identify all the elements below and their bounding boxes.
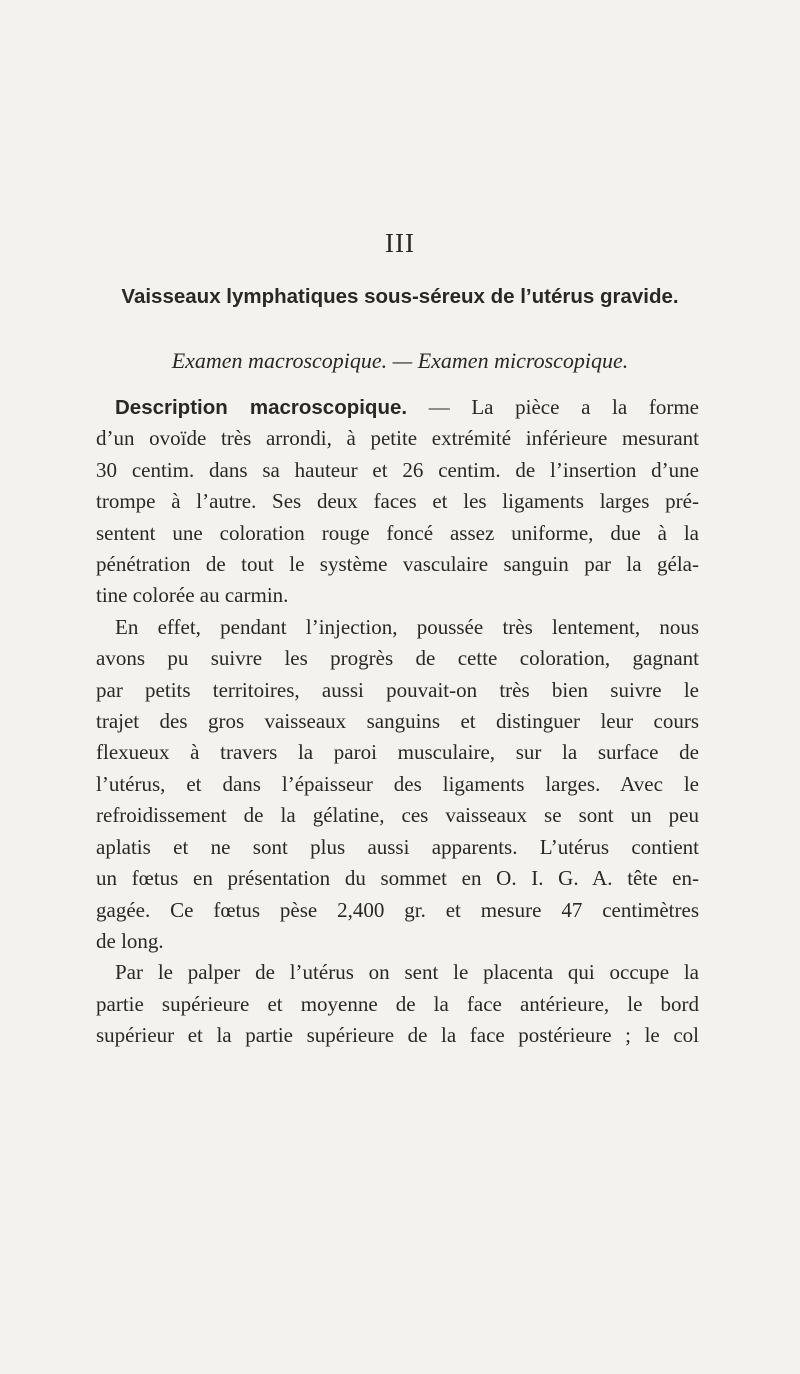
- text-line: aplatis et ne sont plus aussi apparents. L’utérus contient: [96, 834, 699, 859]
- text-line: gagée. Ce fœtus pèse 2,400 gr. et mesure 47 centimètres: [96, 897, 699, 922]
- text-line: flexueux à travers la paroi musculaire, sur la surface de: [96, 740, 699, 765]
- text-line: l’utérus, et dans l’épaisseur des ligaments larges. Avec le: [96, 771, 699, 796]
- text-line: sentent une coloration rouge foncé assez uniforme, due à la: [96, 520, 699, 545]
- text-line: pénétration de tout le système vasculaire sanguin par la géla-: [96, 552, 699, 577]
- text-line: supérieur et la partie supérieure de la face postérieure ; le col: [96, 1023, 699, 1048]
- text-line: tine colorée au carmin.: [96, 583, 289, 608]
- text-line: 30 centim. dans sa hauteur et 26 centim. de l’insertion d’une: [96, 457, 699, 482]
- section-heading: Description macroscopique.: [115, 396, 408, 419]
- paragraph-2: [96, 612, 699, 957]
- text-line: trajet des gros vaisseaux sanguins et distinguer leur cours: [96, 709, 699, 734]
- text-line: avons pu suivre les progrès de cette coloration, gagnant: [96, 646, 699, 671]
- paragraph-1-first-line: Description macroscopique. — La pièce a la forme: [115, 395, 699, 419]
- paragraph-3: [96, 957, 699, 1051]
- text-line: de long.: [96, 928, 164, 953]
- text-line: refroidissement de la gélatine, ces vaisseaux se sont un peu: [96, 803, 699, 828]
- text-line: trompe à l’autre. Ses deux faces et les ligaments larges pré-: [96, 489, 699, 514]
- text-line: En effet, pendant l’injection, poussée très lentement, nous: [115, 614, 699, 639]
- text-line: Par le palper de l’utérus on sent le placenta qui occupe la: [115, 960, 699, 985]
- text-line: un fœtus en présentation du sommet en O. I. G. A. tête en-: [96, 866, 699, 891]
- subtitle: Examen macroscopique. — Examen microscopique.: [171, 348, 629, 373]
- paragraph-1: [96, 392, 699, 612]
- body-text: [96, 392, 699, 1052]
- text-line: d’un ovoïde très arrondi, à petite extrémité inférieure mesurant: [96, 426, 699, 451]
- text-line: partie supérieure et moyenne de la face antérieure, le bord: [96, 991, 699, 1016]
- text-line: par petits territoires, aussi pouvait-on très bien suivre le: [96, 677, 699, 702]
- chapter-number: III: [385, 228, 415, 258]
- chapter-title: Vaisseaux lymphatiques sous-séreux de l’utérus gravide.: [121, 285, 679, 308]
